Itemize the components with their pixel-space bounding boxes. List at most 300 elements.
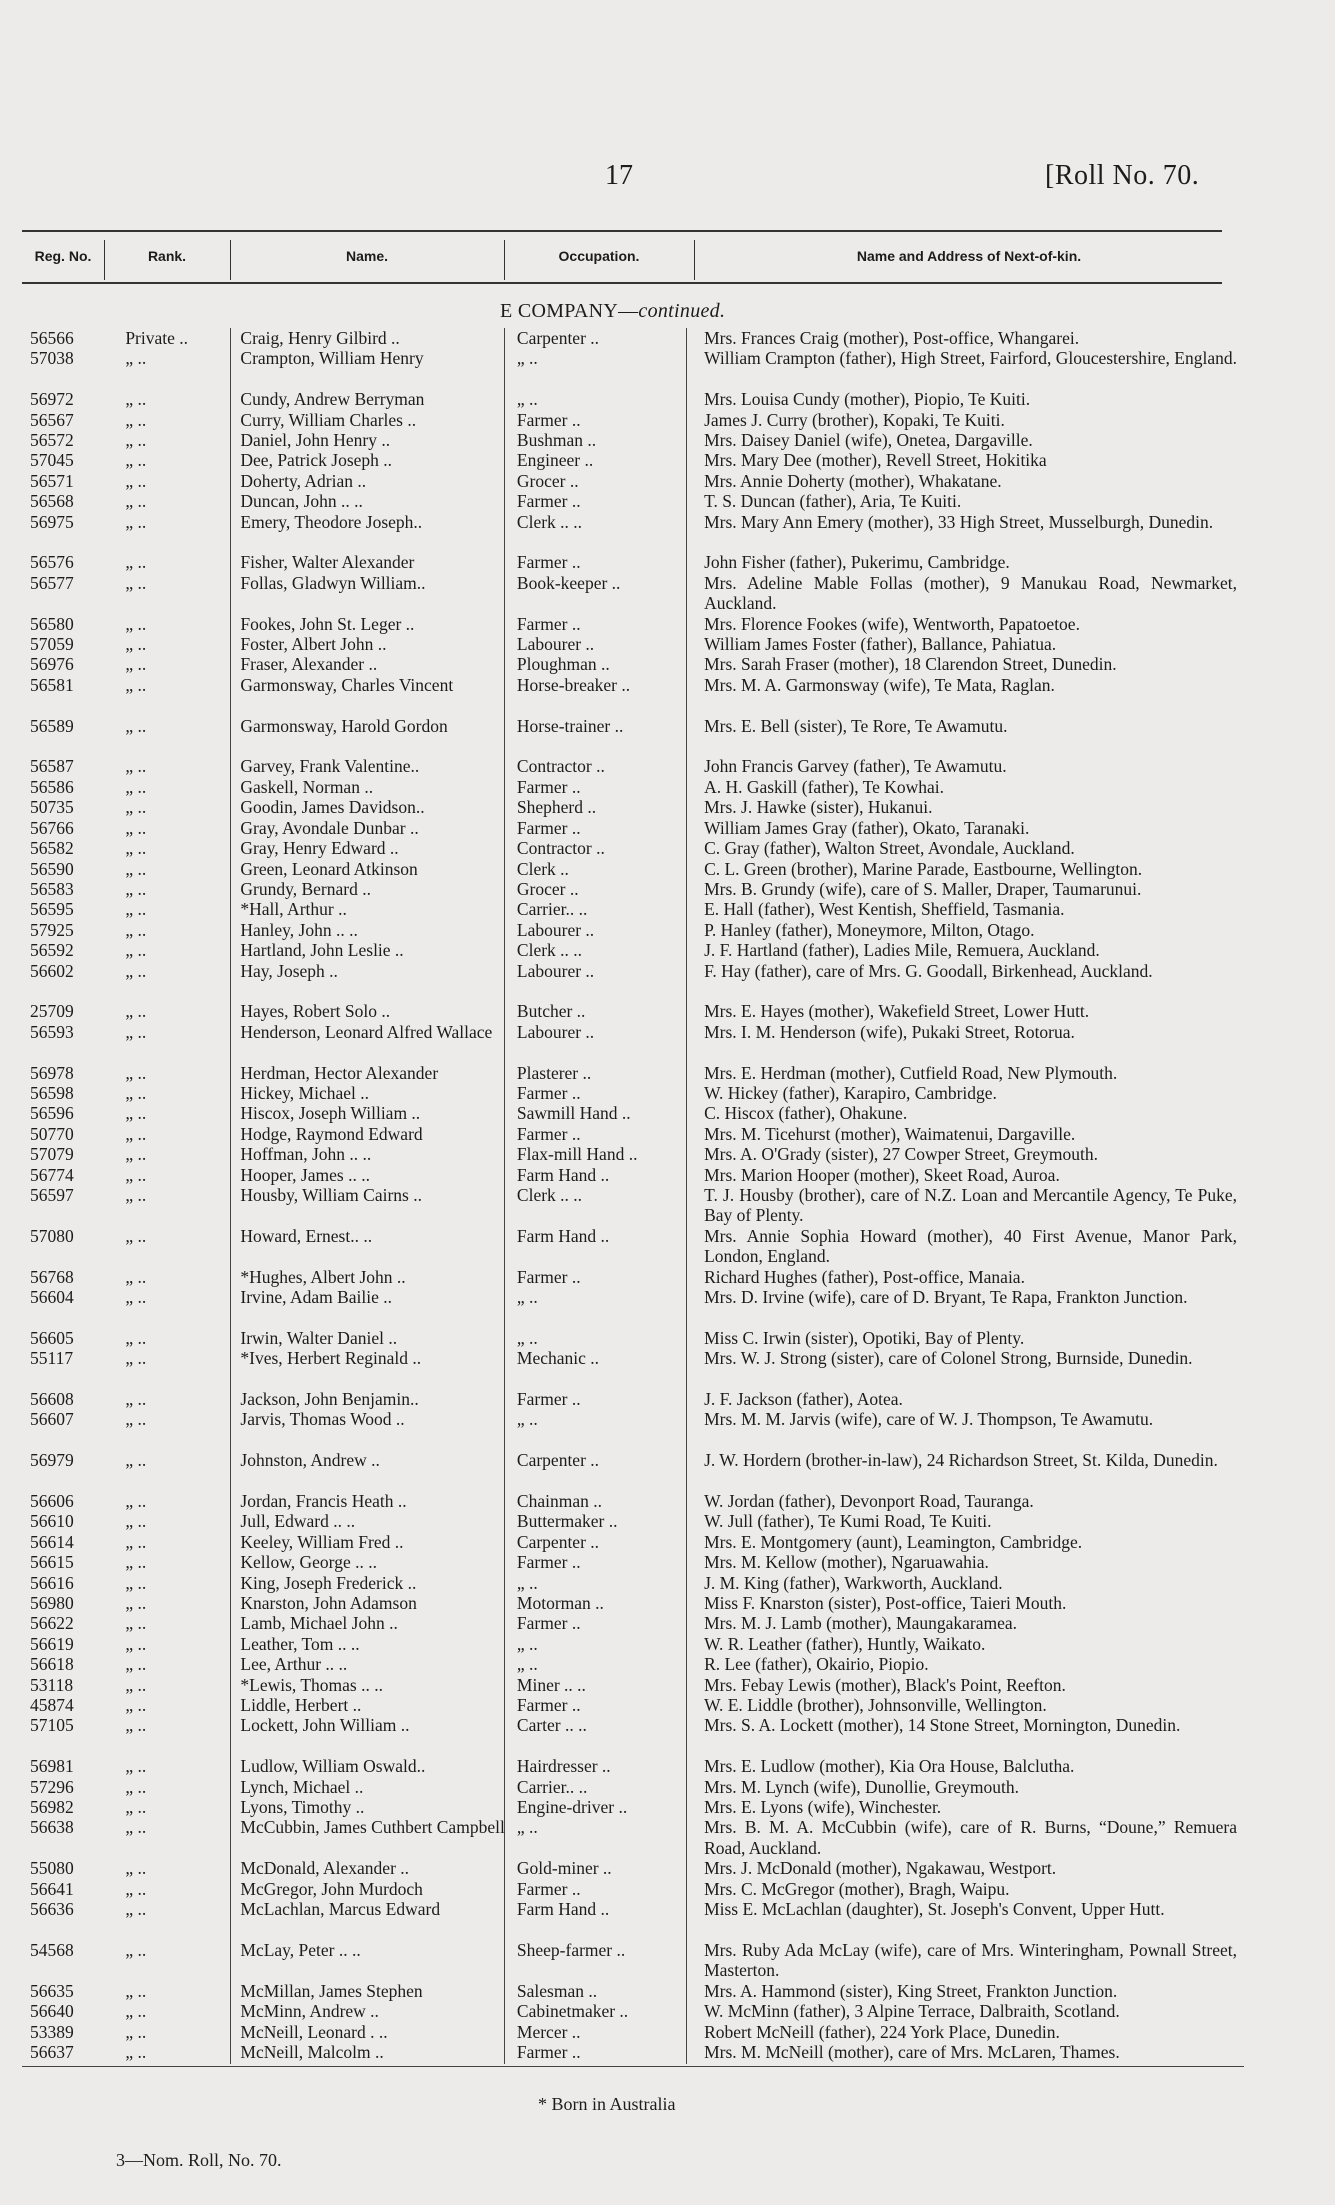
next-of-kin-cell: P. Hanley (father), Moneymore, Milton, Otago.: [704, 919, 1035, 940]
occupation-cell: Farmer ..: [516, 1613, 581, 1634]
rank-cell: „ ..: [125, 1327, 147, 1348]
occupation-cell: Grocer ..: [516, 470, 579, 491]
next-of-kin-cell: J. F. Jackson (father), Aotea.: [704, 1389, 903, 1409]
reg-no-cell: 56976: [30, 654, 74, 675]
rank-cell: „ ..: [125, 1899, 147, 1920]
occupation-cell: Butcher ..: [516, 1001, 586, 1022]
rank-cell: „ ..: [125, 1552, 147, 1573]
next-of-kin-cell: Mrs. Marion Hooper (mother), Skeet Road, Auroa.: [704, 1164, 1060, 1185]
table-row: [22, 1226, 1237, 1267]
company-title: E COMPANY—: [500, 300, 639, 322]
table-row: [22, 614, 1237, 634]
reg-no-cell: 57080: [30, 1225, 74, 1246]
occupation-cell: „ ..: [516, 1409, 538, 1430]
name-cell: McLay, Peter .. ..: [240, 1939, 361, 1960]
next-of-kin-cell: Mrs. M. Ticehurst (mother), Waimatenui, Dargaville.: [704, 1123, 1076, 1144]
table-row: [22, 1491, 1237, 1511]
company-suffix: continued.: [638, 300, 726, 322]
reg-no-cell: 55117: [30, 1348, 74, 1369]
name-cell: Fraser, Alexander ..: [240, 654, 378, 675]
table-row: [22, 716, 1237, 757]
table-row: [22, 471, 1237, 491]
reg-no-cell: 56641: [30, 1878, 74, 1899]
next-of-kin-cell: Mrs. M. A. Garmonsway (wife), Te Mata, Raglan.: [704, 674, 1055, 695]
name-cell: *Lewis, Thomas .. ..: [240, 1674, 383, 1695]
reg-no-cell: 56606: [30, 1491, 74, 1511]
occupation-cell: Mechanic ..: [516, 1348, 600, 1369]
name-cell: Doherty, Adrian ..: [240, 470, 367, 491]
name-cell: Hooper, James .. ..: [240, 1164, 370, 1185]
next-of-kin-cell: Miss E. McLachlan (daughter), St. Joseph's Convent, Upper Hutt.: [704, 1899, 1165, 1920]
table-row: [22, 2001, 1237, 2021]
reg-no-cell: 50735: [30, 797, 74, 818]
rank-cell: „ ..: [125, 511, 147, 532]
name-cell: Lee, Arthur .. ..: [240, 1654, 348, 1675]
name-cell: Jordan, Francis Heath ..: [240, 1491, 407, 1511]
name-cell: McCubbin, James Cuthbert Campbell: [240, 1817, 505, 1838]
table-row: [22, 328, 1237, 348]
occupation-cell: „ ..: [516, 1572, 538, 1593]
reg-no-cell: 56638: [30, 1817, 74, 1838]
reg-no-cell: 56774: [30, 1164, 74, 1185]
name-cell: Emery, Theodore Joseph..: [240, 511, 423, 532]
occupation-cell: Flax-mill Hand ..: [516, 1144, 638, 1165]
next-of-kin-cell: T. S. Duncan (father), Aria, Te Kuiti.: [704, 491, 962, 512]
name-cell: McGregor, John Murdoch: [240, 1878, 423, 1899]
occupation-cell: Sawmill Hand ..: [516, 1103, 631, 1124]
rank-cell: „ ..: [125, 1654, 147, 1675]
reg-no-cell: 56586: [30, 776, 74, 797]
reg-no-cell: 56596: [30, 1103, 74, 1124]
rank-cell: „ ..: [125, 1082, 147, 1103]
next-of-kin-cell: Mrs. M. Kellow (mother), Ngaruawahia.: [704, 1552, 989, 1573]
rank-cell: „ ..: [125, 838, 147, 859]
next-of-kin-cell: Mrs. E. Lyons (wife), Winchester.: [704, 1797, 942, 1818]
rank-cell: „ ..: [125, 1266, 147, 1287]
reg-no-cell: 56566: [30, 328, 74, 348]
occupation-cell: Clerk ..: [516, 858, 569, 879]
page-number: 17: [605, 160, 633, 191]
reg-no-cell: 56979: [30, 1450, 74, 1471]
reg-no-cell: 56972: [30, 389, 74, 410]
rank-cell: „ ..: [125, 552, 147, 573]
table-row: [22, 777, 1237, 797]
rank-cell: „ ..: [125, 634, 147, 655]
reg-no-cell: 53118: [30, 1674, 74, 1695]
occupation-cell: Gold-miner ..: [516, 1858, 612, 1879]
next-of-kin-cell: E. Hall (father), West Kentish, Sheffield, Tasmania.: [704, 899, 1065, 920]
table-row: [22, 634, 1237, 654]
rank-cell: „ ..: [125, 1450, 147, 1471]
name-cell: Kellow, George .. ..: [240, 1552, 377, 1573]
occupation-cell: „ ..: [516, 1817, 538, 1838]
occupation-cell: Cabinetmaker ..: [516, 2001, 629, 2022]
reg-no-cell: 57105: [30, 1715, 74, 1736]
reg-no-cell: 56975: [30, 511, 74, 532]
rank-cell: „ ..: [125, 940, 147, 961]
occupation-cell: Farm Hand ..: [516, 1225, 610, 1246]
name-cell: Lyons, Timothy ..: [240, 1797, 365, 1818]
column-header-occupation: Occupation.: [558, 248, 640, 264]
occupation-cell: Farmer ..: [516, 1266, 581, 1287]
table-row: [22, 654, 1237, 674]
table-row: [22, 1348, 1237, 1389]
table-row: [22, 512, 1237, 553]
next-of-kin-cell: C. L. Green (brother), Marine Parade, Eastbourne, Wellington.: [704, 858, 1143, 879]
next-of-kin-cell: Mrs. Sarah Fraser (mother), 18 Clarendon Street, Dunedin.: [704, 654, 1117, 675]
name-cell: Lamb, Michael John ..: [240, 1613, 398, 1634]
rank-cell: „ ..: [125, 1633, 147, 1654]
name-cell: Dee, Patrick Joseph ..: [240, 450, 393, 471]
name-cell: Hanley, John .. ..: [240, 919, 358, 940]
reg-no-cell: 56622: [30, 1613, 74, 1634]
next-of-kin-cell: Mrs. I. M. Henderson (wife), Pukaki Street, Rotorua.: [704, 1021, 1075, 1042]
occupation-cell: „ ..: [516, 1287, 538, 1307]
name-cell: Duncan, John .. ..: [240, 491, 363, 512]
table-row: [22, 552, 1237, 572]
name-cell: Leather, Tom .. ..: [240, 1633, 360, 1654]
occupation-cell: Farmer ..: [516, 1695, 581, 1716]
rank-cell: „ ..: [125, 878, 147, 899]
occupation-cell: „ ..: [516, 1654, 538, 1675]
rank-cell: „ ..: [125, 348, 147, 369]
table-row: [22, 491, 1237, 511]
occupation-cell: Farmer ..: [516, 613, 581, 634]
reg-no-cell: 56581: [30, 674, 74, 695]
rank-cell: „ ..: [125, 1593, 147, 1614]
rank-cell: „ ..: [125, 1695, 147, 1716]
table-row: [22, 961, 1237, 1002]
rank-cell: „ ..: [125, 1980, 147, 2001]
table-row: [22, 756, 1237, 776]
occupation-cell: Shepherd ..: [516, 797, 597, 818]
next-of-kin-cell: Mrs. M. McNeill (mother), care of Mrs. McLaren, Thames.: [704, 2041, 1120, 2062]
table-row: [22, 1613, 1237, 1633]
next-of-kin-cell: Mrs. C. McGregor (mother), Bragh, Waipu.: [704, 1878, 1010, 1899]
name-cell: Green, Leonard Atkinson: [240, 858, 418, 879]
next-of-kin-cell: Mrs. Mary Dee (mother), Revell Street, Hokitika: [704, 450, 1047, 471]
reg-no-cell: 56640: [30, 2001, 74, 2022]
occupation-cell: Farmer ..: [516, 817, 581, 838]
occupation-cell: Carpenter ..: [516, 1531, 600, 1552]
reg-no-cell: 56766: [30, 817, 74, 838]
next-of-kin-cell: W. R. Leather (father), Huntly, Waikato.: [704, 1633, 986, 1654]
table-row: [22, 1573, 1237, 1593]
table-row: [22, 410, 1237, 430]
occupation-cell: „ ..: [516, 1633, 538, 1654]
name-cell: Ludlow, William Oswald..: [240, 1756, 426, 1777]
next-of-kin-cell: C. Hiscox (father), Ohakune.: [704, 1103, 908, 1124]
name-cell: Foster, Albert John ..: [240, 634, 387, 655]
name-cell: Jull, Edward .. ..: [240, 1511, 356, 1532]
rank-cell: „ ..: [125, 1287, 147, 1307]
reg-no-cell: 56637: [30, 2041, 74, 2062]
occupation-cell: Ploughman ..: [516, 654, 610, 675]
occupation-cell: Clerk .. ..: [516, 940, 583, 961]
name-cell: Hiscox, Joseph William ..: [240, 1103, 421, 1124]
table-row: [22, 1001, 1237, 1021]
name-cell: Housby, William Cairns ..: [240, 1184, 422, 1205]
next-of-kin-cell: William James Gray (father), Okato, Taranaki.: [704, 817, 1030, 838]
table-row: [22, 1675, 1237, 1695]
occupation-cell: Carpenter ..: [516, 1450, 600, 1471]
table-row: [22, 818, 1237, 838]
table-row: [22, 1083, 1237, 1103]
table-row: [22, 879, 1237, 899]
next-of-kin-cell: W. Jull (father), Te Kumi Road, Te Kuiti.: [704, 1511, 992, 1532]
table-row: [22, 675, 1237, 716]
reg-no-cell: 56635: [30, 1980, 74, 2001]
rank-cell: „ ..: [125, 491, 147, 512]
occupation-cell: Farmer ..: [516, 1123, 581, 1144]
next-of-kin-cell: Mrs. A. Hammond (sister), King Street, Frankton Junction.: [704, 1980, 1118, 2001]
occupation-cell: Farmer ..: [516, 552, 581, 573]
occupation-cell: Sheep-farmer ..: [516, 1939, 626, 1960]
table-row: [22, 1899, 1237, 1940]
rank-cell: „ ..: [125, 797, 147, 818]
reg-no-cell: 56580: [30, 613, 74, 634]
occupation-cell: Labourer ..: [516, 634, 595, 655]
table-row: [22, 1552, 1237, 1572]
table-row: [22, 1511, 1237, 1531]
header-bottom-rule: [22, 282, 1222, 284]
reg-no-cell: 45874: [30, 1695, 74, 1716]
rank-cell: „ ..: [125, 1715, 147, 1736]
next-of-kin-cell: Mrs. E. Hayes (mother), Wakefield Street, Lower Hutt.: [704, 1001, 1090, 1022]
next-of-kin-cell: Richard Hughes (father), Post-office, Manaia.: [704, 1266, 1025, 1287]
table-row: [22, 797, 1237, 817]
name-cell: Fisher, Walter Alexander: [240, 552, 415, 573]
rank-cell: „ ..: [125, 470, 147, 491]
roll-reference: [Roll No. 70.: [1045, 160, 1200, 191]
rank-cell: „ ..: [125, 1613, 147, 1634]
name-cell: Garmonsway, Harold Gordon: [240, 715, 448, 736]
name-cell: Daniel, John Henry ..: [240, 430, 391, 451]
rank-cell: „ ..: [125, 1511, 147, 1532]
next-of-kin-cell: Mrs. Louisa Cundy (mother), Piopio, Te Kuiti.: [704, 389, 1031, 410]
next-of-kin-cell: Mrs. W. J. Strong (sister), care of Colonel Strong, Burnside, Dunedin.: [704, 1348, 1193, 1369]
rank-cell: „ ..: [125, 1103, 147, 1124]
name-cell: Craig, Henry Gilbird ..: [240, 328, 400, 348]
reg-no-cell: 54568: [30, 1939, 74, 1960]
reg-no-cell: 56576: [30, 552, 74, 573]
table-row: [22, 1103, 1237, 1123]
reg-no-cell: 56768: [30, 1266, 74, 1287]
reg-no-cell: 56605: [30, 1327, 74, 1348]
occupation-cell: Farm Hand ..: [516, 1899, 610, 1920]
rank-cell: „ ..: [125, 654, 147, 675]
reg-no-cell: 57925: [30, 919, 74, 940]
reg-no-cell: 56590: [30, 858, 74, 879]
next-of-kin-cell: Mrs. E. Ludlow (mother), Kia Ora House, Balclutha.: [704, 1756, 1075, 1777]
table-row: [22, 1715, 1237, 1756]
reg-no-cell: 56607: [30, 1409, 74, 1430]
name-cell: Hickey, Michael ..: [240, 1082, 370, 1103]
occupation-cell: Farmer ..: [516, 491, 581, 512]
name-cell: Knarston, John Adamson: [240, 1593, 417, 1614]
table-row: [22, 1063, 1237, 1083]
occupation-cell: Farmer ..: [516, 2041, 581, 2062]
occupation-cell: Labourer ..: [516, 1021, 595, 1042]
reg-no-cell: 56567: [30, 409, 74, 430]
reg-no-cell: 56616: [30, 1572, 74, 1593]
next-of-kin-cell: F. Hay (father), care of Mrs. G. Goodall, Birkenhead, Auckland.: [704, 960, 1153, 981]
next-of-kin-cell: W. McMinn (father), 3 Alpine Terrace, Dalbraith, Scotland.: [704, 2001, 1120, 2022]
reg-no-cell: 56608: [30, 1389, 74, 1409]
rank-cell: „ ..: [125, 1531, 147, 1552]
table-row: [22, 2022, 1237, 2042]
rank-cell: „ ..: [125, 756, 147, 777]
rank-cell: „ ..: [125, 1409, 147, 1430]
table-row: [22, 1593, 1237, 1613]
rank-cell: „ ..: [125, 1756, 147, 1777]
next-of-kin-cell: Mrs. Mary Ann Emery (mother), 33 High Street, Musselburgh, Dunedin.: [704, 511, 1214, 532]
table-row: [22, 1450, 1237, 1491]
reg-no-cell: 57079: [30, 1144, 74, 1165]
occupation-cell: Bushman ..: [516, 430, 597, 451]
table-row: [22, 1756, 1237, 1776]
table-row: [22, 899, 1237, 919]
occupation-cell: Engineer ..: [516, 450, 594, 471]
next-of-kin-cell: Mrs. A. O'Grady (sister), 27 Cowper Street, Greymouth.: [704, 1144, 1098, 1165]
name-cell: Grundy, Bernard ..: [240, 878, 371, 899]
name-cell: Follas, Gladwyn William..: [240, 572, 426, 593]
rank-cell: „ ..: [125, 1776, 147, 1797]
table-row: [22, 859, 1237, 879]
table-row: [22, 920, 1237, 940]
rank-cell: „ ..: [125, 1184, 147, 1205]
roll-table: [22, 328, 1237, 2062]
occupation-cell: „ ..: [516, 1327, 538, 1348]
next-of-kin-cell: Mrs. Febay Lewis (mother), Black's Point, Reefton.: [704, 1674, 1066, 1695]
name-cell: Hodge, Raymond Edward: [240, 1123, 423, 1144]
rank-cell: „ ..: [125, 1164, 147, 1185]
next-of-kin-cell: William Crampton (father), High Street, Fairford, Gloucestershire, England.: [704, 348, 1237, 369]
table-row: [22, 1287, 1237, 1328]
rank-cell: „ ..: [125, 858, 147, 879]
occupation-cell: Miner .. ..: [516, 1674, 586, 1695]
name-cell: McNeill, Leonard . ..: [240, 2021, 388, 2042]
next-of-kin-cell: Mrs. M. M. Jarvis (wife), care of W. J. Thompson, Te Awamutu.: [704, 1409, 1154, 1430]
rank-cell: „ ..: [125, 2041, 147, 2062]
table-row: [22, 1328, 1237, 1348]
rank-cell: „ ..: [125, 1858, 147, 1879]
reg-no-cell: 50770: [30, 1123, 74, 1144]
rank-cell: „ ..: [125, 430, 147, 451]
reg-no-cell: 53389: [30, 2021, 74, 2042]
company-heading: [500, 300, 725, 323]
next-of-kin-cell: Mrs. Frances Craig (mother), Post-office, Whangarei.: [704, 328, 1080, 348]
occupation-cell: Plasterer ..: [516, 1062, 592, 1083]
table-row: [22, 940, 1237, 960]
next-of-kin-cell: W. Hickey (father), Karapiro, Cambridge.: [704, 1082, 997, 1103]
next-of-kin-cell: C. Gray (father), Walton Street, Avondale, Auckland.: [704, 838, 1075, 859]
next-of-kin-cell: Mrs. J. McDonald (mother), Ngakawau, Westport.: [704, 1858, 1057, 1879]
name-cell: Hoffman, John .. ..: [240, 1144, 372, 1165]
name-cell: Lockett, John William ..: [240, 1715, 410, 1736]
occupation-cell: Salesman ..: [516, 1980, 598, 2001]
reg-no-cell: 56604: [30, 1287, 74, 1307]
reg-no-cell: 56610: [30, 1511, 74, 1532]
name-cell: *Hughes, Albert John ..: [240, 1266, 406, 1287]
name-cell: Henderson, Leonard Alfred Wallace: [240, 1021, 493, 1042]
reg-no-cell: 56589: [30, 715, 74, 736]
next-of-kin-cell: W. Jordan (father), Devonport Road, Tauranga.: [704, 1491, 1034, 1511]
next-of-kin-cell: Mrs. M. Lynch (wife), Dunollie, Greymouth.: [704, 1776, 1020, 1797]
occupation-cell: Hairdresser ..: [516, 1756, 611, 1777]
name-cell: Johnston, Andrew ..: [240, 1450, 380, 1471]
occupation-cell: Carrier.. ..: [516, 1776, 588, 1797]
table-row: [22, 573, 1237, 614]
reg-no-cell: 56980: [30, 1593, 74, 1614]
reg-no-cell: 56572: [30, 430, 74, 451]
reg-no-cell: 56636: [30, 1899, 74, 1920]
table-row: [22, 1389, 1237, 1409]
table-row: [22, 389, 1237, 409]
reg-no-cell: 57059: [30, 634, 74, 655]
name-cell: Irwin, Walter Daniel ..: [240, 1327, 398, 1348]
occupation-cell: Contractor ..: [516, 756, 605, 777]
reg-no-cell: 56582: [30, 838, 74, 859]
next-of-kin-cell: Mrs. D. Irvine (wife), care of D. Bryant, Te Rapa, Frankton Junction.: [704, 1287, 1188, 1307]
name-cell: Fookes, John St. Leger ..: [240, 613, 415, 634]
name-cell: McNeill, Malcolm ..: [240, 2041, 384, 2062]
rank-cell: „ ..: [125, 674, 147, 695]
reg-no-cell: 56619: [30, 1633, 74, 1654]
rank-cell: „ ..: [125, 1144, 147, 1165]
reg-no-cell: 56614: [30, 1531, 74, 1552]
footnote: * Born in Australia: [538, 2094, 676, 2114]
table-row: [22, 1695, 1237, 1715]
rank-cell: „ ..: [125, 1123, 147, 1144]
next-of-kin-cell: J. W. Hordern (brother-in-law), 24 Richardson Street, St. Kilda, Dunedin.: [704, 1450, 1218, 1471]
occupation-cell: Book-keeper ..: [516, 572, 621, 593]
next-of-kin-cell: Mrs. B. M. A. McCubbin (wife), care of R. Burns, “Doune,” Remuera Road, Auckland.: [704, 1817, 1237, 1858]
reg-no-cell: 56595: [30, 899, 74, 920]
rank-cell: „ ..: [125, 919, 147, 940]
name-cell: Gaskell, Norman ..: [240, 776, 374, 797]
rank-cell: „ ..: [125, 960, 147, 981]
reg-no-cell: 56602: [30, 960, 74, 981]
reg-no-cell: 57038: [30, 348, 74, 369]
table-row: [22, 1409, 1237, 1450]
name-cell: *Ives, Herbert Reginald ..: [240, 1348, 422, 1369]
name-cell: Lynch, Michael ..: [240, 1776, 364, 1797]
table-row: [22, 430, 1237, 450]
table-row: [22, 1654, 1237, 1674]
table-row: [22, 1185, 1237, 1226]
table-row: [22, 1124, 1237, 1144]
next-of-kin-cell: A. H. Gaskill (father), Te Kowhai.: [704, 776, 945, 797]
next-of-kin-cell: J. F. Hartland (father), Ladies Mile, Remuera, Auckland.: [704, 940, 1100, 961]
occupation-cell: Farmer ..: [516, 1389, 581, 1409]
next-of-kin-cell: Mrs. E. Herdman (mother), Cutfield Road, New Plymouth.: [704, 1062, 1118, 1083]
name-cell: Jackson, John Benjamin..: [240, 1389, 419, 1409]
next-of-kin-cell: Mrs. M. J. Lamb (mother), Maungakaramea.: [704, 1613, 1018, 1634]
table-row: [22, 450, 1237, 470]
next-of-kin-cell: Mrs. Ruby Ada McLay (wife), care of Mrs. Winteringham, Pownall Street, Masterton.: [704, 1939, 1237, 1981]
occupation-cell: Labourer ..: [516, 919, 595, 940]
occupation-cell: Engine-driver ..: [516, 1797, 628, 1818]
rank-cell: „ ..: [125, 1674, 147, 1695]
occupation-cell: „ ..: [516, 389, 538, 410]
reg-no-cell: 55080: [30, 1858, 74, 1879]
table-row: [22, 838, 1237, 858]
reg-no-cell: 56981: [30, 1756, 74, 1777]
next-of-kin-cell: Mrs. E. Bell (sister), Te Rore, Te Awamutu.: [704, 715, 1008, 736]
table-row: [22, 1634, 1237, 1654]
rank-cell: „ ..: [125, 1797, 147, 1818]
